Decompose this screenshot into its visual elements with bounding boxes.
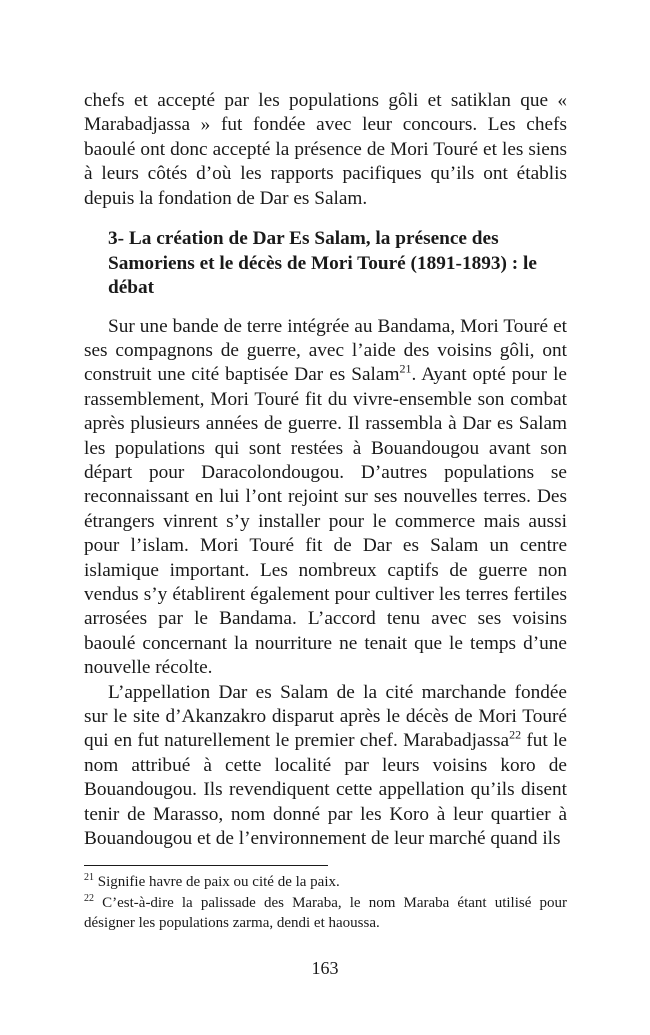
footnote-ref-22[interactable]: 22	[509, 728, 522, 743]
footnotes	[84, 872, 567, 934]
footnote-text: Signifie havre de paix ou cité de la paix.	[94, 874, 340, 890]
footnote-number: 21	[84, 872, 94, 883]
paragraph-2-text-a: Sur une bande de terre intégrée au Bandama, Mori Touré et ses compagnons de guerre, avec l’aide des voisins gôli, ont construit une cité baptisée Dar es Salam	[84, 315, 567, 386]
paragraph-3-text-b: fut le nom attribué à cette localité par leurs voisins koro de Bouandougou. Ils revendiquent cette appellation qu’ils disent tenir de Marasso, nom donné par les Koro à leur quartier à Bouandougou et de l’environnement de leur marché quand ils	[84, 730, 567, 850]
paragraph-2-text-b: . Ayant opté pour le rassemblement, Mori Touré fit du vivre-ensemble son combat après plusieurs années de guerre. Il rassembla à Dar es Salam les populations qui sont restées à Bouandougou avant son départ pour Daracolondougou. D’autres populations se reconnaissant en lui l’ont rejoint sur ses nouvelles terres. Des étrangers vinrent s’y installer pour le commerce mais aussi pour l’islam. Mori Touré fit de Dar es Salam un centre islamique important. Les nombreux captifs de guerre non vendus s’y établirent également pour cultiver les terres fertiles arrosées par le Bandama. L’accord tenu avec ses voisins baoulé concernant la nourriture ne tenait que le temps d’une nouvelle récolte.	[84, 364, 567, 679]
footnote-text: C’est-à-dire la palissade des Maraba, le nom Maraba étant utilisé pour désigner les populations zarma, dendi et haoussa.	[84, 895, 567, 931]
footnote-divider	[84, 865, 328, 866]
main-text	[84, 89, 567, 851]
footnote-ref-21[interactable]: 21	[399, 361, 412, 376]
footnote-22	[84, 893, 567, 933]
footnote-number: 22	[84, 893, 94, 904]
paragraph-2	[84, 315, 567, 681]
paragraph-3	[84, 681, 567, 852]
footnote-21	[84, 872, 567, 892]
paragraph-1: chefs et accepté par les populations gôli et satiklan que « Marabadjassa » fut fondée avec leur concours. Les chefs baoulé ont donc accepté la présence de Mori Touré et les siens à leurs côtés d’où les rapports pacifiques qu’ils ont établis depuis la fondation de Dar es Salam.	[84, 90, 567, 209]
paragraph-3-text-a: L’appellation Dar es Salam de la cité marchande fondée sur le site d’Akanzakro disparut après le décès de Mori Touré qui en fut naturellement le premier chef. Marabadjassa	[84, 681, 567, 752]
page-number: 163	[311, 958, 339, 978]
section-heading: 3- La création de Dar Es Salam, la présence des Samoriens et le décès de Mori Touré (1891-1893) : le débat	[108, 228, 537, 299]
